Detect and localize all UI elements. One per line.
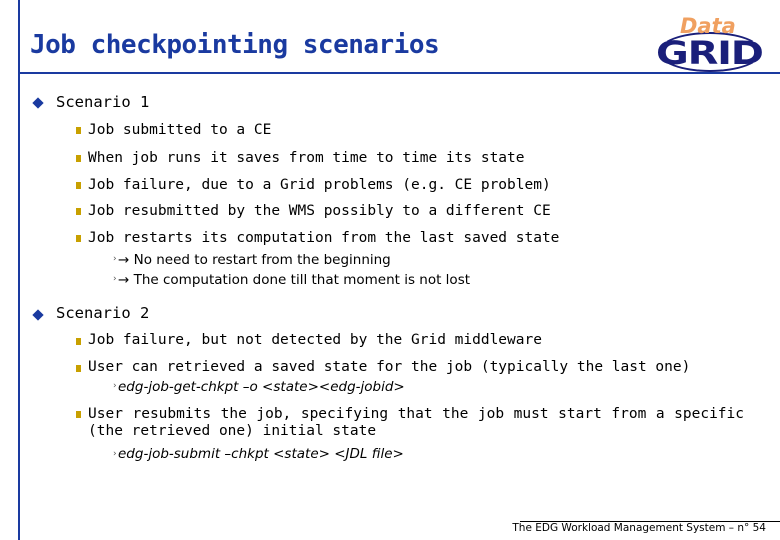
list-item: User can retrieved a saved state for the job (typically the last one): [88, 359, 691, 375]
arrow-bullet-icon: ›: [113, 274, 117, 284]
list-item: Job restarts its computation from the last saved state: [88, 230, 560, 246]
list-item: User resubmits the job, specifying that the job must start from a specific (the retrieved one) initial state: [88, 406, 744, 439]
command-sub-item: edg-job-get-chkpt –o <state><edg-jobid>: [118, 379, 405, 395]
left-border-line: [18, 0, 20, 540]
square-bullet-icon: [76, 182, 81, 189]
list-item: When job runs it saves from time to time its state: [88, 150, 525, 166]
arrow-bullet-icon: ›: [113, 254, 117, 264]
square-bullet-icon: [76, 338, 81, 345]
diamond-bullet-icon: [32, 97, 43, 108]
square-bullet-icon: [76, 235, 81, 242]
slide-title: Job checkpointing scenarios: [30, 30, 440, 60]
logo-word-data: Data: [680, 14, 736, 38]
list-item: Job submitted to a CE: [88, 122, 272, 138]
list-item: Job failure, but not detected by the Grid middleware: [88, 332, 542, 348]
sub-item: → No need to restart from the beginning: [118, 252, 391, 268]
datagrid-logo: [654, 14, 764, 70]
slide-footer: The EDG Workload Management System – n° 54: [512, 522, 766, 534]
square-bullet-icon: [76, 411, 81, 418]
square-bullet-icon: [76, 365, 81, 372]
command-sub-item: edg-job-submit –chkpt <state> <JDL file>: [118, 446, 404, 462]
section-heading: Scenario 2: [56, 304, 150, 322]
title-divider: [18, 72, 780, 74]
square-bullet-icon: [76, 155, 81, 162]
diamond-bullet-icon: [32, 309, 43, 320]
list-item: Job resubmitted by the WMS possibly to a different CE: [88, 203, 551, 219]
section-heading: Scenario 1: [56, 93, 150, 111]
sub-item: → The computation done till that moment is not lost: [118, 272, 471, 288]
arrow-bullet-icon: ›: [113, 381, 117, 391]
square-bullet-icon: [76, 208, 81, 215]
list-item: Job failure, due to a Grid problems (e.g. CE problem): [88, 177, 551, 193]
arrow-bullet-icon: ›: [113, 449, 117, 459]
square-bullet-icon: [76, 127, 81, 134]
logo-word-grid: GRID: [656, 34, 763, 72]
